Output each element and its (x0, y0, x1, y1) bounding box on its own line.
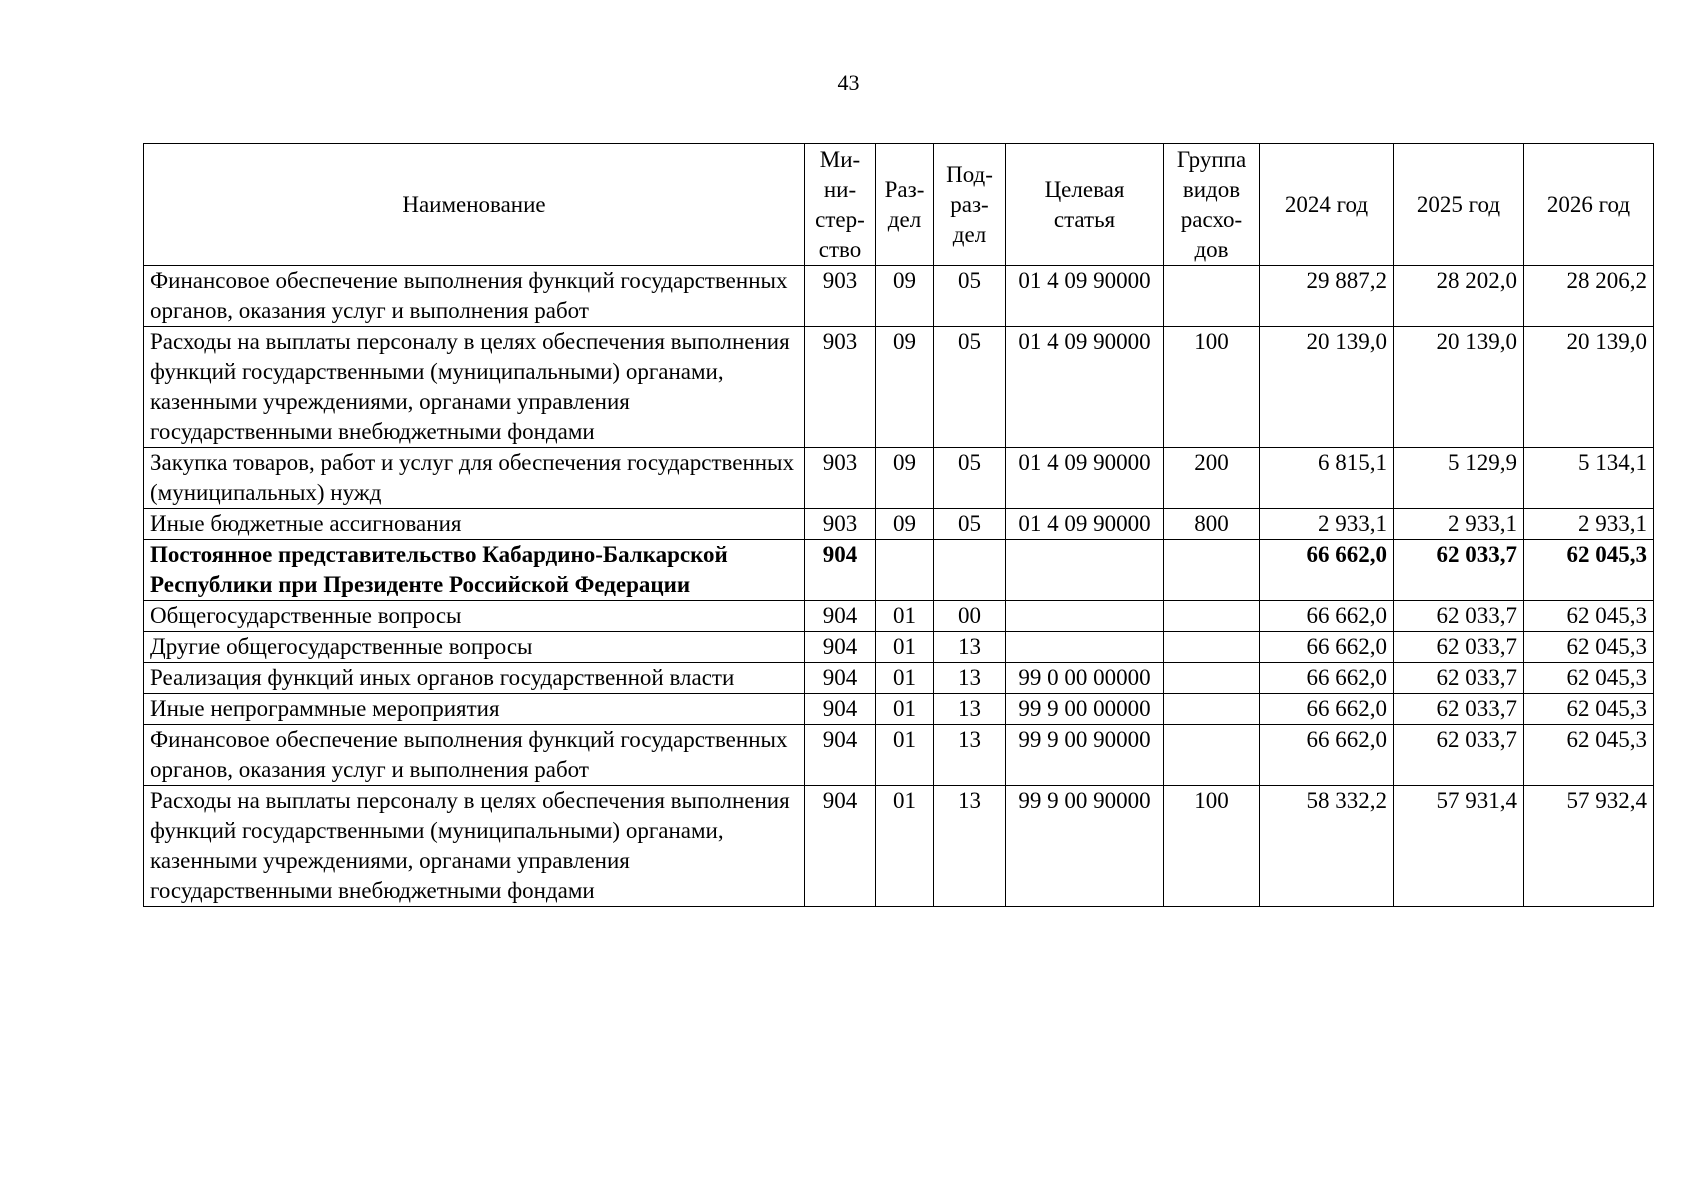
row-section: 01 (876, 663, 934, 694)
row-value-2025: 62 033,7 (1394, 725, 1524, 786)
row-value-2024: 66 662,0 (1260, 663, 1394, 694)
table-row (144, 509, 1654, 540)
row-group: 100 (1164, 327, 1260, 448)
row-name: Другие общегосударственные вопросы (144, 632, 805, 663)
page-number: 43 (837, 70, 860, 95)
table-row (144, 663, 1654, 694)
row-value-2026: 62 045,3 (1524, 540, 1654, 601)
row-target: 99 0 00 00000 (1006, 663, 1164, 694)
row-target: 99 9 00 90000 (1006, 725, 1164, 786)
row-value-2026: 62 045,3 (1524, 601, 1654, 632)
row-subsection: 05 (934, 266, 1006, 327)
row-value-2024: 66 662,0 (1260, 725, 1394, 786)
row-section: 09 (876, 448, 934, 509)
row-subsection (934, 540, 1006, 601)
budget-table (143, 143, 1654, 907)
table-header-row (144, 144, 1654, 266)
table-row (144, 540, 1654, 601)
header-subsection: Под- раз- дел (934, 144, 1006, 266)
row-subsection: 00 (934, 601, 1006, 632)
row-target (1006, 540, 1164, 601)
row-value-2026: 2 933,1 (1524, 509, 1654, 540)
row-group (1164, 632, 1260, 663)
row-value-2025: 62 033,7 (1394, 632, 1524, 663)
header-section: Раз- дел (876, 144, 934, 266)
row-name: Реализация функций иных органов государственной власти (144, 663, 805, 694)
row-target: 01 4 09 90000 (1006, 509, 1164, 540)
row-value-2025: 20 139,0 (1394, 327, 1524, 448)
table-body (144, 266, 1654, 907)
row-target: 99 9 00 90000 (1006, 786, 1164, 907)
row-value-2024: 20 139,0 (1260, 327, 1394, 448)
row-value-2024: 2 933,1 (1260, 509, 1394, 540)
row-subsection: 05 (934, 327, 1006, 448)
row-name: Финансовое обеспечение выполнения функций государственных органов, оказания услуг и выполнения работ (144, 266, 805, 327)
row-subsection: 05 (934, 448, 1006, 509)
row-value-2024: 58 332,2 (1260, 786, 1394, 907)
row-ministry: 903 (805, 448, 876, 509)
row-subsection: 13 (934, 663, 1006, 694)
row-value-2024: 6 815,1 (1260, 448, 1394, 509)
row-group: 200 (1164, 448, 1260, 509)
row-name: Иные непрограммные мероприятия (144, 694, 805, 725)
row-name: Постоянное представительство Кабардино-Балкарской Республики при Президенте Российской Федерации (144, 540, 805, 601)
row-value-2026: 62 045,3 (1524, 663, 1654, 694)
row-name: Расходы на выплаты персоналу в целях обеспечения выполнения функций государственными (муниципальными) органами, казенными учреждениями, органами управления государственными внебюджетными фондами (144, 327, 805, 448)
table-row (144, 786, 1654, 907)
row-target: 01 4 09 90000 (1006, 266, 1164, 327)
row-section: 01 (876, 632, 934, 663)
table-row (144, 632, 1654, 663)
row-value-2025: 5 129,9 (1394, 448, 1524, 509)
table-row (144, 266, 1654, 327)
row-group: 100 (1164, 786, 1260, 907)
row-target (1006, 632, 1164, 663)
row-subsection: 05 (934, 509, 1006, 540)
header-name: Наименование (144, 144, 805, 266)
row-target: 01 4 09 90000 (1006, 327, 1164, 448)
row-ministry: 903 (805, 509, 876, 540)
table-row (144, 327, 1654, 448)
row-value-2024: 66 662,0 (1260, 540, 1394, 601)
header-2024: 2024 год (1260, 144, 1394, 266)
row-value-2025: 62 033,7 (1394, 663, 1524, 694)
row-value-2026: 62 045,3 (1524, 632, 1654, 663)
row-value-2025: 57 931,4 (1394, 786, 1524, 907)
table-row (144, 694, 1654, 725)
row-ministry: 904 (805, 694, 876, 725)
row-ministry: 904 (805, 725, 876, 786)
row-name: Общегосударственные вопросы (144, 601, 805, 632)
row-group (1164, 694, 1260, 725)
row-value-2026: 57 932,4 (1524, 786, 1654, 907)
row-group (1164, 663, 1260, 694)
row-section: 01 (876, 786, 934, 907)
header-2025: 2025 год (1394, 144, 1524, 266)
row-name: Иные бюджетные ассигнования (144, 509, 805, 540)
row-subsection: 13 (934, 694, 1006, 725)
row-group (1164, 601, 1260, 632)
row-value-2025: 62 033,7 (1394, 601, 1524, 632)
row-ministry: 903 (805, 327, 876, 448)
row-target: 99 9 00 00000 (1006, 694, 1164, 725)
row-section: 01 (876, 694, 934, 725)
row-target (1006, 601, 1164, 632)
row-target: 01 4 09 90000 (1006, 448, 1164, 509)
row-group (1164, 725, 1260, 786)
row-value-2026: 5 134,1 (1524, 448, 1654, 509)
row-ministry: 904 (805, 632, 876, 663)
row-value-2024: 29 887,2 (1260, 266, 1394, 327)
header-ministry: Ми- ни- стер- ство (805, 144, 876, 266)
row-group: 800 (1164, 509, 1260, 540)
row-section: 09 (876, 509, 934, 540)
header-target: Целевая статья (1006, 144, 1164, 266)
row-value-2024: 66 662,0 (1260, 694, 1394, 725)
row-section (876, 540, 934, 601)
table-row (144, 448, 1654, 509)
row-value-2026: 62 045,3 (1524, 725, 1654, 786)
row-value-2026: 28 206,2 (1524, 266, 1654, 327)
row-ministry: 904 (805, 786, 876, 907)
row-group (1164, 266, 1260, 327)
row-name: Расходы на выплаты персоналу в целях обеспечения выполнения функций государственными (муниципальными) органами, казенными учреждениями, органами управления государственными внебюджетными фондами (144, 786, 805, 907)
row-value-2025: 28 202,0 (1394, 266, 1524, 327)
row-value-2025: 2 933,1 (1394, 509, 1524, 540)
row-value-2025: 62 033,7 (1394, 540, 1524, 601)
row-ministry: 904 (805, 540, 876, 601)
row-section: 09 (876, 266, 934, 327)
row-subsection: 13 (934, 725, 1006, 786)
row-value-2024: 66 662,0 (1260, 632, 1394, 663)
row-subsection: 13 (934, 786, 1006, 907)
row-ministry: 904 (805, 601, 876, 632)
row-group (1164, 540, 1260, 601)
row-subsection: 13 (934, 632, 1006, 663)
row-section: 09 (876, 327, 934, 448)
row-value-2026: 62 045,3 (1524, 694, 1654, 725)
table-row (144, 725, 1654, 786)
header-group: Группа видов расхо- дов (1164, 144, 1260, 266)
row-value-2025: 62 033,7 (1394, 694, 1524, 725)
row-value-2024: 66 662,0 (1260, 601, 1394, 632)
row-ministry: 903 (805, 266, 876, 327)
table-row (144, 601, 1654, 632)
row-value-2026: 20 139,0 (1524, 327, 1654, 448)
row-name: Финансовое обеспечение выполнения функций государственных органов, оказания услуг и выполнения работ (144, 725, 805, 786)
row-name: Закупка товаров, работ и услуг для обеспечения государственных (муниципальных) нужд (144, 448, 805, 509)
row-ministry: 904 (805, 663, 876, 694)
header-2026: 2026 год (1524, 144, 1654, 266)
row-section: 01 (876, 601, 934, 632)
row-section: 01 (876, 725, 934, 786)
